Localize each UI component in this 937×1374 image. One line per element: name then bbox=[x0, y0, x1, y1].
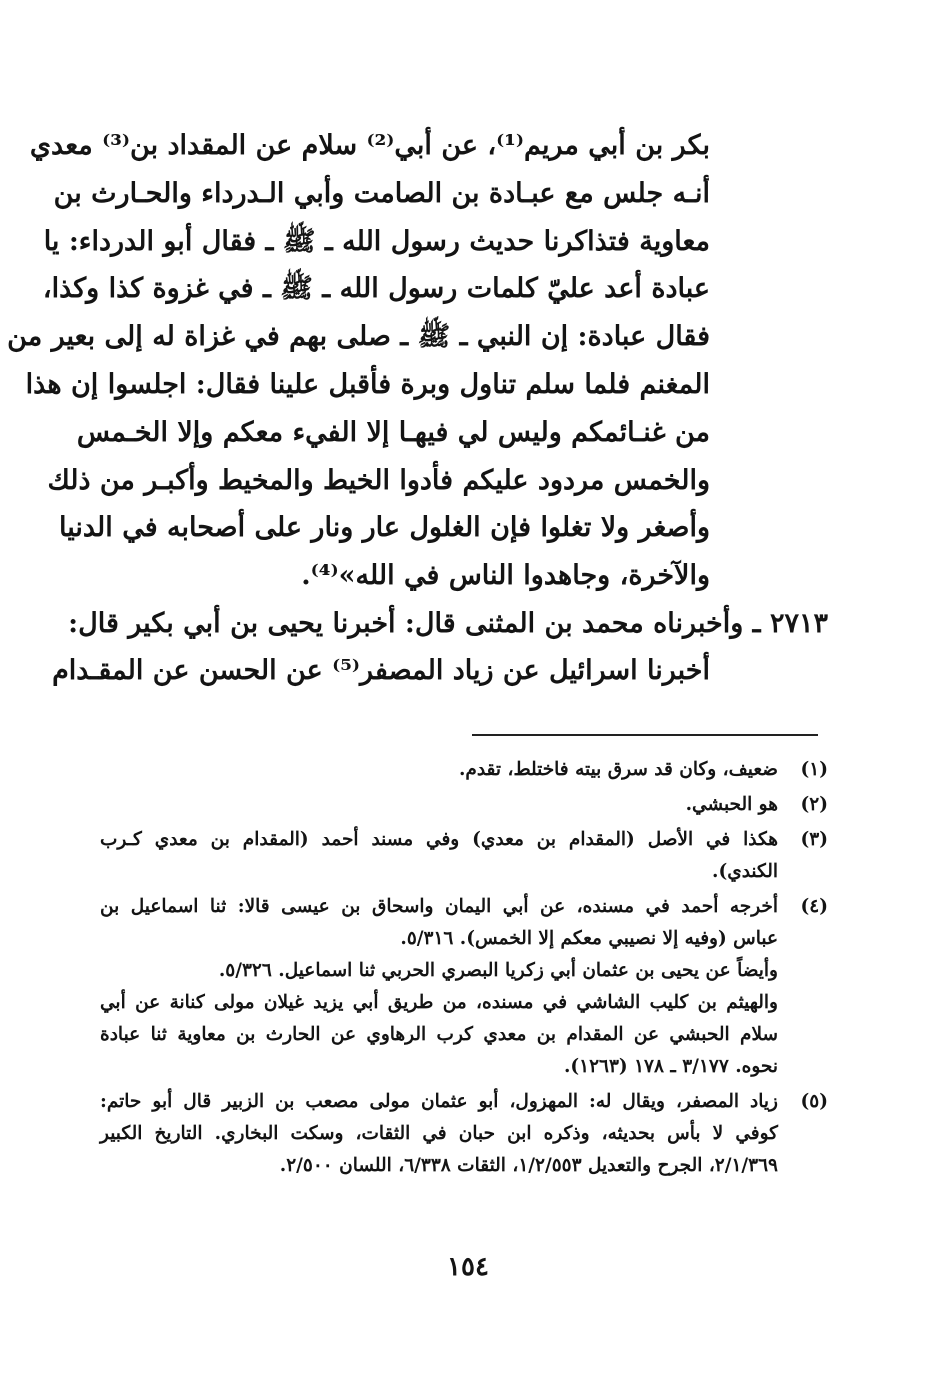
footnote-number: (٢) bbox=[800, 794, 828, 815]
footnote-line: نحوه. ٣/١٧٧ ـ ١٧٨ (١٢٦٣). bbox=[563, 1056, 778, 1077]
main-text-line: بكر بن أبي مريم⁽¹⁾، عن أبي⁽²⁾ سلام عن المقداد بن⁽³⁾ معدي bbox=[29, 130, 710, 161]
footnote-number: (٤) bbox=[800, 896, 828, 917]
footnote-line: وأيضاً عن يحيى بن عثمان أبي زكريا البصري الحربي ثنا اسماعيل. ٥/٣٢٦. bbox=[218, 960, 778, 981]
footnote-4 bbox=[100, 891, 828, 1083]
main-text-line: المغنم فلما سلم تناول وبرة فأقبل علينا فقال: اجلسوا إن هذا bbox=[25, 368, 710, 400]
main-text-line: عبادة أعد عليّ كلمات رسول الله ـ ﷺ ـ في غزوة كذا وكذا، bbox=[42, 273, 710, 305]
footnote-number: (٣) bbox=[800, 829, 828, 850]
main-text-line: أنـه جلس مع عبـادة بن الصامت وأبي الـدرداء والحـارث بن bbox=[53, 177, 710, 209]
footnote-divider bbox=[472, 734, 818, 736]
main-text-line: من غنـائمكم وليس لي فيهـا إلا الفيء معكم وإلا الخـمس bbox=[76, 416, 710, 448]
footnote-number: (٥) bbox=[800, 1091, 828, 1112]
main-text-line: وأصغر ولا تغلوا فإن الغلول عار ونار على أصحابه في الدنيا bbox=[59, 512, 710, 544]
footnotes-block bbox=[100, 754, 828, 1185]
footnote-line: أخرجه أحمد في مسنده، عن أبي اليمان واسحاق بن عيسى قالا: ثنا اسماعيل بن bbox=[100, 896, 778, 917]
footnote-2 bbox=[100, 789, 828, 821]
footnote-line: كوفي لا بأس بحديثه، وذكره ابن حبان في الثقات، وسكت البخاري. التاريخ الكبير bbox=[100, 1123, 778, 1144]
footnote-line: هو الحبشي. bbox=[685, 794, 778, 815]
footnote-1 bbox=[100, 754, 828, 786]
footnote-3 bbox=[100, 824, 828, 888]
footnote-5 bbox=[100, 1086, 828, 1182]
hadith-line: أخبرنا اسرائيل عن زياد المصفر⁽⁵⁾ عن الحسن عن المقـدام bbox=[52, 655, 710, 686]
page-number: ١٥٤ bbox=[447, 1252, 489, 1282]
footnote-line: والهيثم بن كليب الشاشي في مسنده، من طريق أبي يزيد غيلان مولى كنانة عن أبي bbox=[100, 992, 778, 1013]
footnote-line: زياد المصفر، ويقال له: المهزول، أبو عثمان مولى مصعب بن الزبير قال أبو حاتم: bbox=[100, 1091, 778, 1112]
hadith-2713 bbox=[52, 600, 828, 694]
footnote-line: هكذا في الأصل (المقدام بن معدي) وفي مسند أحمد (المقدام بن معدي كـرب bbox=[100, 829, 778, 850]
main-text-line: معاوية فتذاكرنا حديث رسول الله ـ ﷺ ـ فقال أبو الدرداء: يا bbox=[43, 225, 710, 257]
footnote-line: الكندي). bbox=[712, 861, 778, 882]
footnote-number: (١) bbox=[800, 759, 828, 780]
main-text-line: فقال عبادة: إن النبي ـ ﷺ ـ صلى بهم في غزاة له إلى بعير من bbox=[7, 321, 710, 353]
footnote-line: ٢/١/٣٦٩، الجرح والتعديل ١/٢/٥٥٣، الثقات ٦/٣٣٨، اللسان ٢/٥٠٠. bbox=[279, 1155, 778, 1176]
main-text-line: والآخرة، وجاهدوا الناس في الله»⁽⁴⁾. bbox=[301, 560, 710, 592]
main-text-line: والخمس مردود عليكم فأدوا الخيط والمخيط وأكبـر من ذلك bbox=[47, 464, 710, 496]
main-text-block bbox=[7, 122, 710, 600]
footnote-line: سلام الحبشي عن المقدام بن معدي كرب الرهاوي عن الحارث بن معاوية ثنا عبادة bbox=[100, 1024, 778, 1045]
footnote-line: ضعيف، وكان قد سرق بيته فاختلط، تقدم. bbox=[458, 759, 778, 780]
hadith-line: ٢٧١٣ ـ وأخبرناه محمد بن المثنى قال: أخبرنا يحيى بن أبي بكير قال: bbox=[68, 608, 828, 639]
footnote-line: عباس (وفيه إلا نصيبي معكم إلا الخمس). ٥/٣١٦. bbox=[400, 928, 778, 949]
